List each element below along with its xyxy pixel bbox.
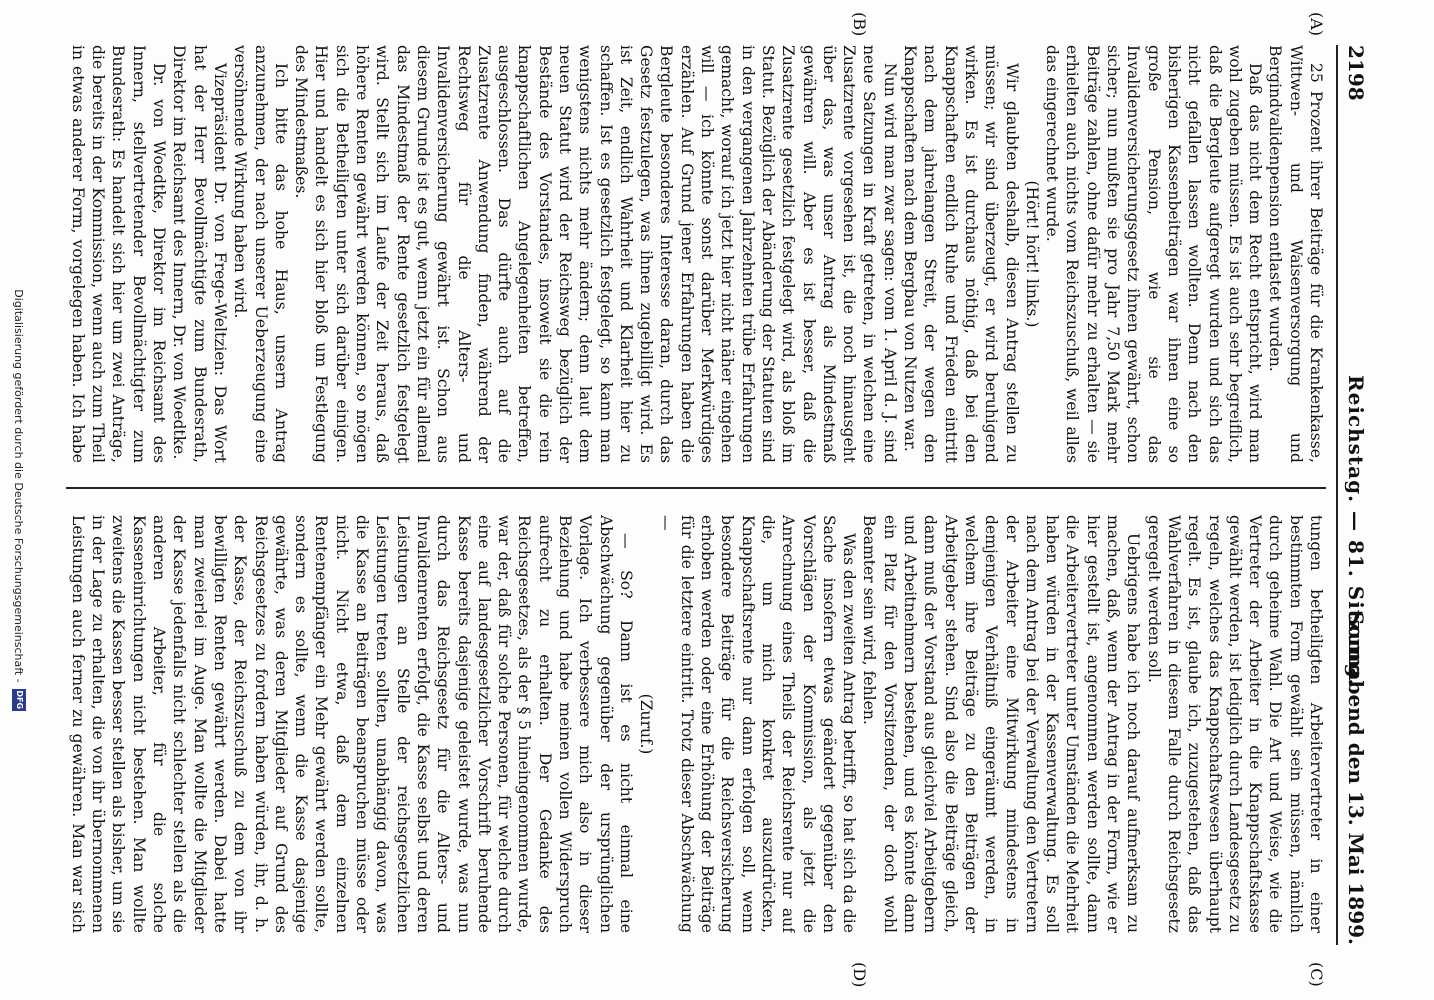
paragraph: — So? Dann ist es nicht einmal eine Abschwächung gegenüber der ursprünglichen Vorlage. Ich verbessere mich also in dieser Beziehung und habe meinen vollen Widerspruch aufrecht zu erhalten. Der Gedanke des Reichsgesetzes, als der § 5 hineingenommen wurde, war der, daß für solche Personen, für welche durch eine auf landesgesetzlicher Vorschrift beruhende Kasse bereits dasjenige geleistet wurde, was nun durch das Reichsgesetz für die Alters- und Invalidenrenten erfolgt, die Kasse selbst und deren Leistungen an Stelle der reichsgesetzlichen Leistungen treten sollten, unabhängig davon, was die Kasse an Beiträgen beanspruchen müsse oder nicht. Nicht etwa, daß dem einzelnen Rentenempfänger ein Mehr gewährt werden sollte, sondern es sollte, wenn die Kasse dasjenige gewährte, was deren Mitglieder auf Grund des Reichsgesetzes zu fordern haben würden, ihr, d. h. der Kasse, der Reichszuschuß zu dem von ihr bewilligten Renten gewährt werden. Dabei hatte man zweierlei im Auge. Man wollte die Mitglieder der Kasse jedenfalls nicht schlechter stellen als die anderen Arbeiter, für die solche Kasseneinrichtungen nicht bestehen. Man wollte zweitens die Kassen besser stellen als bisher, um sie in der Lage zu erhalten, die von ihr übernommenen Leistungen auch ferner zu gewähren. Man war sich xyxy=(68,515,635,933)
column-divider xyxy=(66,487,1326,489)
speaker-paragraph: Vizepräsident Dr. von Frege-Weltzien: Das Wort hat der Herr Bevollmächtigte zum Bundesrath, Direktor im Reichsamt des Innern, Dr. von Woedtke. xyxy=(170,45,229,463)
left-column xyxy=(66,45,1326,463)
credit-text: Digitalisierung gefördert durch die Deutsche Forschungsgemeinschaft - xyxy=(12,289,26,683)
right-column xyxy=(66,515,1326,933)
paragraph: Uebrigens habe ich noch darauf aufmerksam zu machen, daß, wenn der Antrag in der Form, wie er hier gestellt ist, angenommen werden sollte, dann die Arbeitervertreter unter Umständen die Mehrheit haben würden in der Kassenverwaltung. Es soll nach dem Antrag bei der Verwaltung den Vertretern der Arbeiter eine Mitwirkung mindestens in demjenigen Verhältniß eingeräumt werden, in welchem ihre Beiträge zu den Beiträgen der Arbeitgeber stehen. Sind also die Beiträge gleich, dann muß der Vorstand aus gleichviel Arbeitgebern und Arbeitnehmern bestehen, und es könnte dann ein Platz für den Vorsitzenden, der doch wohl Beamter sein wird, fehlen. xyxy=(860,515,1143,933)
speaker-paragraph: Dr. von Woedtke, Direktor im Reichsamt des Innern, stellvertretender Bevollmächtigter zum Bundesrath: Es handelt sich hier um zwei Anträge, die bereits in der Kommission, wenn auch zum Theil in etwas anderer Form, vorgelegen haben. Ich habe xyxy=(68,45,169,463)
page-number: 2198 xyxy=(1344,45,1368,101)
interjection: (Zuruf.) xyxy=(637,693,656,755)
dfg-logo-icon: DFG xyxy=(12,689,26,711)
paragraph: Ich bitte das hohe Haus, unsern Antrag anzunehmen, der nach unserer Ueberzeugung eine versöhnende Wirkung haben wird. xyxy=(231,45,290,463)
paragraph: Wir glaubten deshalb, diesen Antrag stellen zu müssen; wir sind überzeugt, er wird beruhigend wirken. Es ist durchaus nöthig, daß bei den Knappschaften endlich Ruhe und Frieden eintritt nach dem jahrelangen Streit, der wegen den Knappschaften nach dem Bergbau von Nutzen war. xyxy=(901,45,1021,463)
margin-marker-a: (A) xyxy=(1307,12,1326,37)
paragraph: tungen betheiligten Arbeitervertreter in einer bestimmten Form gewählt sein müssen, nämlich durch geheime Wahl. Die Art und Weise, wie die Vertreter der Arbeiter in die Knappschaftskasse gewählt werden, ist lediglich durch Landesgesetz zu regeln, welches das Knappschaftswesen überhaupt regelt. Es ist, glaube ich, zuzugestehen, daß das Wahlverfahren in diesem Falle durch Reichsgesetz geregelt werden soll. xyxy=(1144,515,1325,933)
paragraph: Daß das nicht dem Recht entspricht, wird man wohl zugeben müssen. Es ist auch sehr begreiflich, daß die Bergleute aufgeregt wurden und sich das nicht gefallen lassen wollten. Denn nach den bisherigen Kassenbeiträgen war ihnen eine so große Pension, wie sie das Invalidenversicherungsgesetz ihnen gewährt, schon sicher; nun mußten sie pro Jahr 7,50 Mark mehr Beiträge zahlen, ohne dafür mehr zu erhalten — sie erhielten auch nichts vom Reichszuschuß, weil alles das eingerechnet wurde. xyxy=(1043,45,1265,463)
paragraph: Was den zweiten Antrag betrifft, so hat sich da die Sache insofern etwas geändert gegenüber den Vorschlägen der Kommission, als jetzt die Anrechnung eines Theils der Reichsrente nur auf die, um mich konkret auszudrücken, Knappschaftsrente nur dann erfolgen soll, wenn besondere Beiträge für die Reichsversicherung erhoben werden oder eine Erhöhung der Beiträge für die letztere eintritt. Trotz dieser Abschwächung — xyxy=(657,515,859,933)
page-header xyxy=(1336,45,1374,945)
margin-marker-d: (D) xyxy=(850,962,869,988)
margin-marker-b: (B) xyxy=(850,12,869,37)
digitization-credit xyxy=(6,0,32,1000)
paragraph: 25 Prozent ihrer Beiträge für die Krankenkasse, Wittwen- und Waisenversorgung und Bergindvalidenpension entlastet wurden. xyxy=(1266,45,1325,463)
margin-marker-c: (C) xyxy=(1307,962,1326,987)
paragraph: Nun wird man zwar sagen: vom 1. April d. J. sind neue Satzungen in Kraft getreten, in welchen eine Zusatzrente vorgesehen ist, die noch hinausgeht über das, was unser Antrag als Mindestmaß gewähren will. Aber es ist besser, daß die Zusatzrente gesetzlich festgelegt wird, als bloß im Statut. Bezüglich der Abänderung der Statuten sind in den vergangenen Jahrzehnten trübe Erfahrungen gemacht, worauf ich jetzt hier nicht näher eingehen will — ich könnte sonst darüber Merkwürdiges erzählen. Auf Grund jener Erfahrungen haben die Bergleute besonderes Interesse daran, durch das Gesetz festzulegen, was ihnen zugebilligt wird. Es ist Zeit, endlich Wahrheit und Klarheit hier zu schaffen. Ist es gesetzlich festgelegt, so kann man wenigstens nichts mehr ändern; denn laut dem neuen Statut wird der Reichsweg bezüglich der Bestände des Vorstandes, insoweit sie die rein knappschaftlichen Angelegenheiten betreffen, ausgeschlossen. Das dürfte auch auf die Zusatzrente Anwendung finden, während der Rechtsweg für die Alters- und Invalidenversicherung gewährt ist. Schon aus diesem Grunde ist es gut, wenn jetzt ein für allemal das Mindestmaß der Rente gesetzlich festgelegt wird. Stellt sich im Laufe der Zeit heraus, daß höhere Renten gewährt werden können, so mögen sich die Betheiligten unter sich darüber einigen. Hier und handelt es sich hier bloß um Festlegung des Mindestmaßes. xyxy=(292,45,899,463)
session-date: Sonnabend den 13. Mai 1899. xyxy=(1344,610,1368,945)
page-title: Reichstag. — 81. Sitzung. xyxy=(1344,375,1368,687)
interjection: (Hört! hört! links.) xyxy=(1022,180,1041,328)
